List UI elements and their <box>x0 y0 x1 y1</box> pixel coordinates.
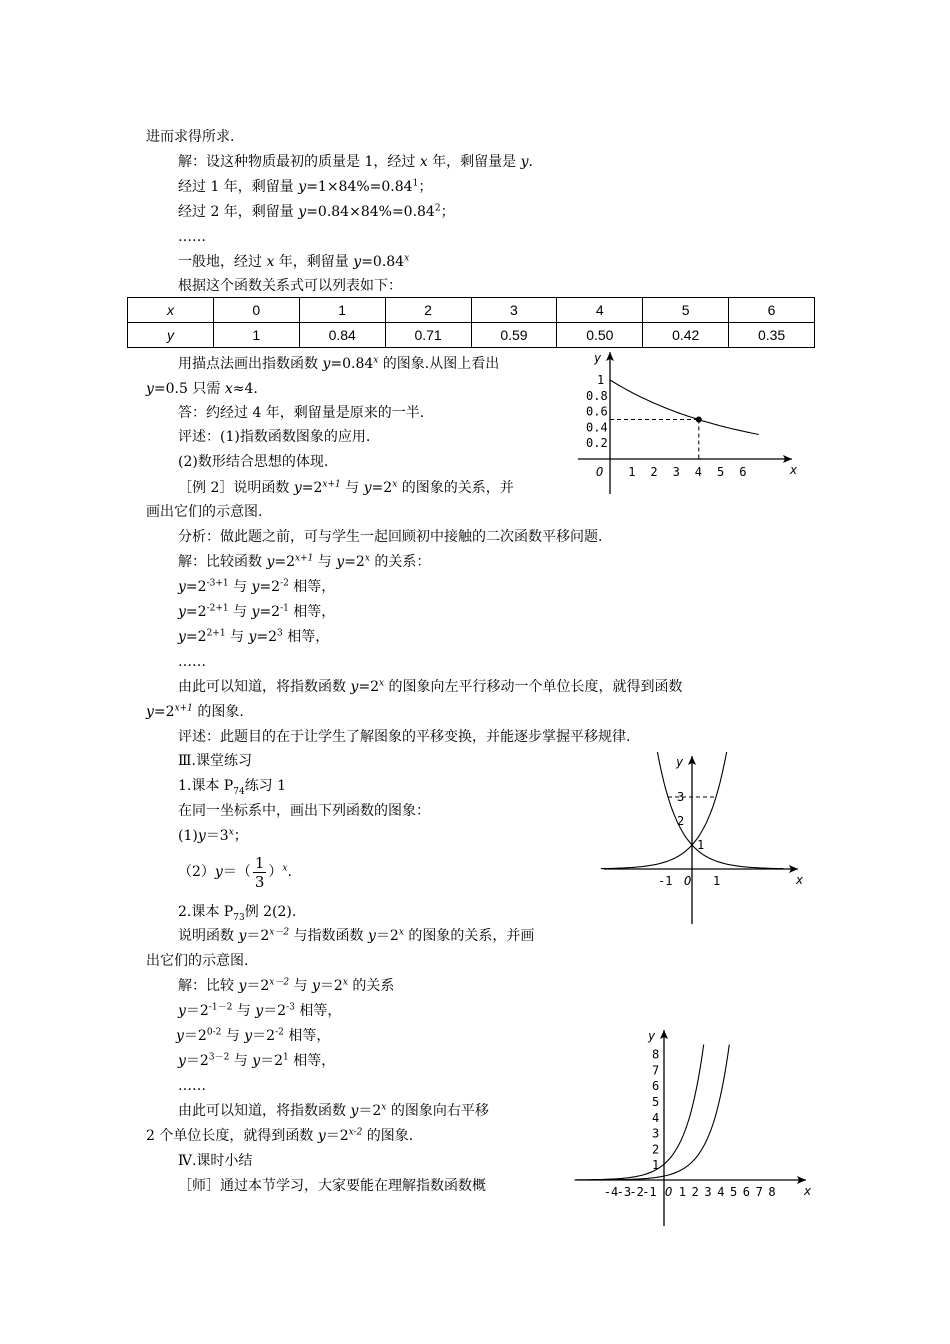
table-cell: 2 <box>385 298 471 323</box>
text-line: 评述：此题目的在于让学生了解图象的平移变换，并能逐步掌握平移规律. <box>178 729 631 745</box>
series-third-pow-x <box>649 752 783 869</box>
text-line: 根据这个函数关系式可以列表如下： <box>178 278 402 294</box>
table-row <box>128 323 815 348</box>
text-line: $y=2^{3-2}$ 与 $y=2^1$ 相等， <box>178 1052 336 1069</box>
text-line: y=0.5 只需 x≈4. <box>146 381 258 397</box>
data-table <box>127 297 815 348</box>
section-heading: Ⅲ.课堂练习 <box>178 753 252 769</box>
x-tick-label: 4 <box>694 465 703 479</box>
y-tick-label: 6 <box>652 1079 660 1094</box>
x-tick-label: 4 <box>717 1185 725 1199</box>
text-line: $(1)y=3^x$； <box>178 827 248 844</box>
text-line: ［例 2］说明函数 $y=2^{x+1}$ 与 $y=2^x$ 的图象的关系，并 <box>178 479 514 496</box>
text-line: 一般地，经过 x 年，剩留量 $y=0.84^x$ <box>178 253 410 270</box>
y-tick-label: 1 <box>697 838 705 852</box>
marked-point <box>696 417 702 423</box>
text-line: 2.课本 $P_{73}$例 2(2). <box>178 904 297 923</box>
x-tick-label: 3 <box>704 1185 712 1199</box>
text-line: ［师］通过本节学习，大家要能在理解指数函数概 <box>178 1178 486 1194</box>
x-tick-label: -2 <box>629 1185 644 1199</box>
text-line: $y=2^{-2+1}$ 与 $y=2^{-1}$ 相等， <box>178 603 336 620</box>
x-tick-label: 1 <box>628 465 636 479</box>
text-line: 出它们的示意图. <box>146 953 249 969</box>
table-cell: y <box>128 323 214 348</box>
x-tick-label: 5 <box>717 465 725 479</box>
y-tick-label: 1 <box>652 1158 660 1173</box>
y-tick-label: 0.4 <box>586 420 608 435</box>
table-cell: 0.50 <box>557 323 643 348</box>
table-cell: 0.59 <box>471 323 557 348</box>
x-tick-label: 5 <box>730 1185 738 1199</box>
table-cell: 0.42 <box>643 323 729 348</box>
text-line: 解：设这种物质最初的质量是 1，经过 x 年，剩留量是 y. <box>178 154 533 170</box>
text-line: 2 个单位长度，就得到函数 $y=2^{x-2}$ 的图象. <box>146 1127 414 1144</box>
y-tick-label: 1 <box>597 373 605 387</box>
decay-chart <box>570 348 800 500</box>
y-tick-label: 3 <box>652 1126 660 1141</box>
text-line: 评述：(1)指数函数图象的应用. <box>178 429 371 445</box>
table-cell: 0.35 <box>729 323 815 348</box>
text-line: $y=2^{0-2}$ 与 $y=2^{-2}$ 相等， <box>176 1027 331 1044</box>
text-line: 用描点法画出指数函数 $y=0.84^x$ 的图象.从图上看出 <box>178 355 500 372</box>
y-tick-label: 0.8 <box>586 388 608 403</box>
table-cell: 0.84 <box>299 323 385 348</box>
table-cell: 5 <box>643 298 729 323</box>
text-line: 经过 2 年，剩留量 $y=0.84\times 84\%=0.84^2$； <box>178 203 455 220</box>
series-2-pow-x-minus-2 <box>600 1045 729 1180</box>
table-row <box>128 298 815 323</box>
table-cell: 3 <box>471 298 557 323</box>
table-cell: 0 <box>213 298 299 323</box>
y-tick-label: 0.6 <box>586 404 608 419</box>
text-line: 画出它们的示意图. <box>146 504 263 520</box>
table-cell: 1 <box>299 298 385 323</box>
table-cell: 6 <box>729 298 815 323</box>
x-tick-label: -3 <box>616 1185 632 1199</box>
x-tick-label: 2 <box>691 1185 699 1199</box>
y-tick-label: 0.2 <box>586 436 608 451</box>
text-line: $y=2^{x+1}$ 的图象. <box>146 703 244 720</box>
x-tick-label: -1 <box>658 874 673 888</box>
text-line: $y=2^{-3+1}$ 与 $y=2^{-2}$ 相等， <box>178 578 336 595</box>
x-tick-label: 3 <box>672 465 680 479</box>
x-axis-label: x <box>804 1184 812 1198</box>
table-cell: 0.71 <box>385 323 471 348</box>
x-tick-label: -1 <box>642 1185 657 1199</box>
table-cell: x <box>128 298 214 323</box>
x-tick-label: 6 <box>742 1185 751 1199</box>
series-2-pow-x <box>574 1045 703 1180</box>
exp-chart-3x <box>598 752 810 927</box>
text-line: 答：约经过 4 年，剩留量是原来的一半. <box>178 405 425 421</box>
y-tick-label: 7 <box>652 1063 660 1078</box>
text-line: 分析：做此题之前，可与学生一起回顾初中接触的二次函数平移问题. <box>178 529 603 545</box>
x-axis-label: x <box>790 463 798 477</box>
text-line: 解：比较 $y=2^{x-2}$ 与 $y=2^x$ 的关系 <box>178 977 395 994</box>
x-tick-label: 1 <box>713 874 721 888</box>
text-line: 由此可以知道，将指数函数 $y=2^x$ 的图象向左平行移动一个单位长度，就得到函数 <box>178 678 683 695</box>
series-line <box>610 380 759 434</box>
y-tick-label: 8 <box>652 1047 660 1062</box>
text-line: 进而求得所求. <box>146 129 235 145</box>
exp-chart-shift <box>574 1026 814 1231</box>
x-axis-label: x <box>796 873 804 887</box>
y-axis-label: y <box>648 1029 656 1043</box>
y-axis-label: y <box>594 351 602 365</box>
text-line: 解：比较函数 $y=2^{x+1}$ 与 $y=2^x$ 的关系： <box>178 553 431 570</box>
x-tick-label: O <box>596 465 604 479</box>
table-cell: 1 <box>213 323 299 348</box>
x-tick-label: -4 <box>603 1185 619 1199</box>
y-tick-label: 2 <box>677 814 685 828</box>
table-cell: 4 <box>557 298 643 323</box>
section-heading: Ⅳ.课时小结 <box>178 1153 253 1169</box>
x-tick-label: 1 <box>678 1185 687 1199</box>
text-line: …… <box>178 229 206 245</box>
fraction-one-third: $\frac{1}{3}$ <box>254 853 265 891</box>
x-tick-label: 8 <box>768 1185 776 1199</box>
x-tick-label: O <box>665 1185 673 1199</box>
text-line: $y=2^{-1-2}$ 与 $y=2^{-3}$ 相等， <box>178 1002 342 1019</box>
y-tick-label: 2 <box>652 1142 660 1157</box>
text-line: 由此可以知道，将指数函数 $y=2^x$ 的图象向右平移 <box>178 1102 489 1119</box>
text-line: （2）y＝（ $\frac{1}{3}$ ）$^x$. <box>178 853 292 891</box>
x-tick-label: 7 <box>755 1185 763 1199</box>
y-tick-label: 5 <box>652 1095 660 1109</box>
y-axis-label: y <box>676 755 684 769</box>
x-tick-label: 2 <box>650 465 658 479</box>
text-line: 在同一坐标系中，画出下列函数的图象： <box>178 803 430 819</box>
text-line: (2)数形结合思想的体现. <box>178 454 329 470</box>
text-line: 经过 1 年，剩留量 $y=1\times 84\%=0.84^1$； <box>178 178 433 195</box>
series-3-pow-x <box>601 752 735 869</box>
text-line: …… <box>178 654 206 670</box>
y-tick-label: 3 <box>677 790 685 804</box>
x-tick-label: O <box>684 874 692 888</box>
x-tick-label: 6 <box>739 465 747 479</box>
text-line: 说明函数 $y=2^{x-2}$ 与指数函数 $y=2^x$ 的图象的关系，并画 <box>178 927 535 944</box>
y-tick-label: 4 <box>652 1110 660 1125</box>
text-line: $y=2^{2+1}$ 与 $y=2^3$ 相等， <box>178 628 330 645</box>
text-line: …… <box>178 1078 206 1094</box>
text-line: 1.课本 $P_{74}$练习 1 <box>178 778 287 797</box>
